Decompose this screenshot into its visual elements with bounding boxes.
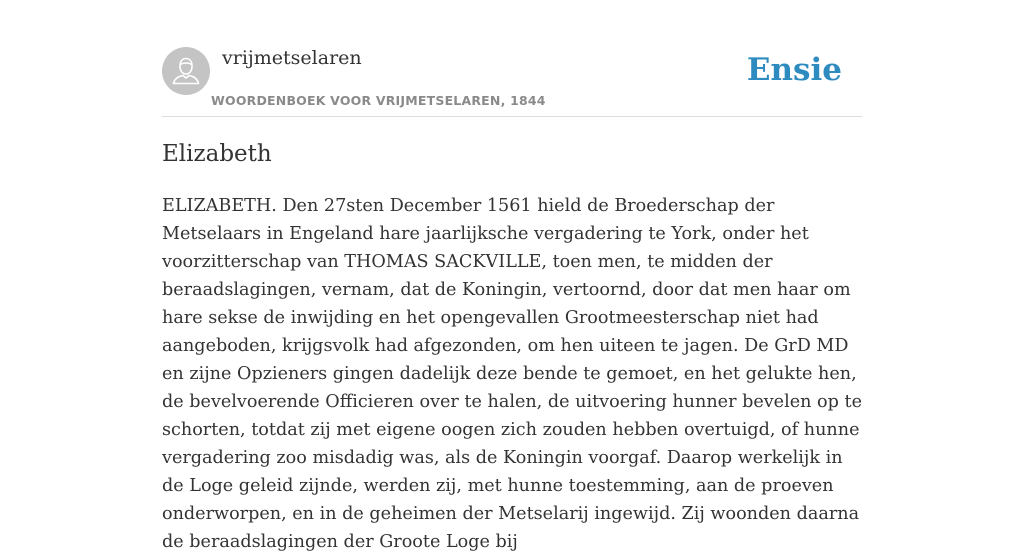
avatar[interactable]: [162, 47, 210, 95]
page-header: [162, 0, 862, 117]
author-link[interactable]: vrijmetselaren: [222, 47, 362, 69]
user-silhouette-icon: [162, 47, 210, 95]
source-label[interactable]: WOORDENBOEK VOOR VRIJMETSELAREN, 1844: [211, 93, 546, 108]
page-title: Elizabeth: [162, 141, 272, 167]
brand-logo[interactable]: Ensie: [746, 52, 842, 88]
article-body: ELIZABETH. Den 27sten December 1561 hield de Broederschap der Metselaars in Engeland hare jaarlijksche vergadering te York, onder het voorzitterschap van THOMAS SACKVILLE, toen men, te midden der beraadslagingen, vernam, dat de Koningin, vertoornd, door dat men haar om hare sekse de inwijding en het opengevallen Grootmeesterschap niet had aangeboden, krijgsvolk had afgezonden, om hen uiteen te jagen. De GrD MD en zijne Opzieners gingen dadelijk deze bende te gemoet, en het gelukte hen, de bevelvoerende Officieren over te halen, de uitvoering hunner bevelen op te schorten, totdat zij met eigene oogen zich zouden hebben overtuigd, of hunne vergadering zoo misdadig was, als de Koningin voorgaf. Daarop werkelijk in de Loge geleid zijnde, werden zij, met hunne toestemming, aan de proeven onderworpen, en in de geheimen der Metselarij ingewijd. Zij woonden daarna de beraadslagingen der Groote Loge bij: [162, 196, 862, 552]
